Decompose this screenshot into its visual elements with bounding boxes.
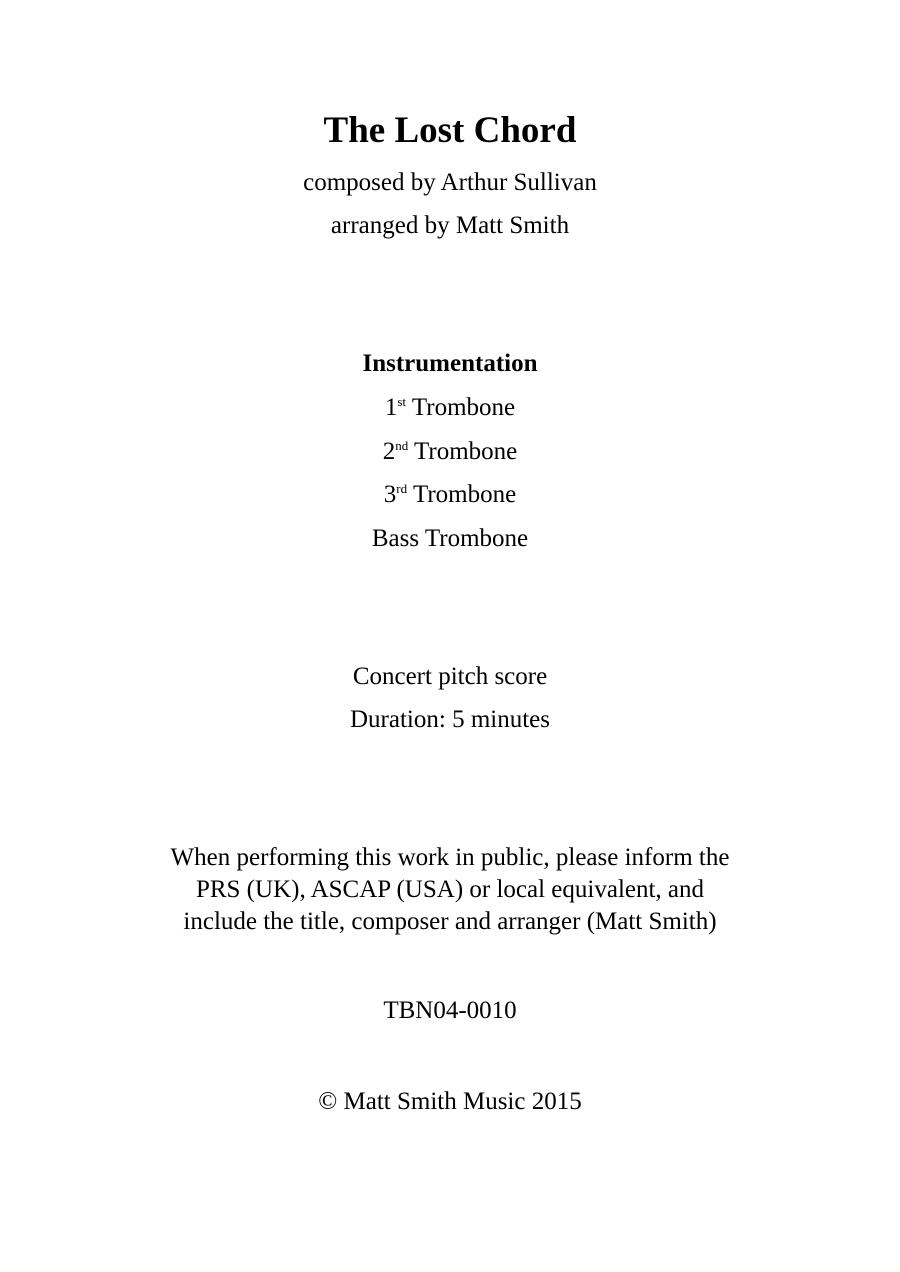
catalog-code: TBN04-0010 (383, 997, 517, 1024)
score-type: Concert pitch score (352, 663, 548, 690)
performance-notice-line: When performing this work in public, please inform the (170, 844, 730, 871)
instrument-item (0, 392, 900, 424)
instrument-name: Trombone (406, 394, 516, 421)
performance-notice-line: include the title, composer and arranger (Matt Smith) (183, 908, 717, 935)
instrument-ordinal-suffix: nd (395, 438, 409, 453)
composer-credit: composed by Arthur Sullivan (303, 169, 597, 196)
instrument-ordinal-suffix: rd (396, 481, 408, 496)
instrument-ordinal-suffix: st (397, 394, 407, 409)
instrument-number: 2 (382, 438, 396, 465)
performance-notice-line: PRS (UK), ASCAP (USA) or local equivalent, and (195, 876, 705, 903)
instrument-item (0, 436, 900, 468)
performance-notice (0, 842, 900, 938)
instrument-item (0, 479, 900, 511)
duration: Duration: 5 minutes (350, 706, 550, 733)
page-title: The Lost Chord (323, 110, 577, 151)
instrument-name: Bass Trombone (371, 525, 529, 552)
copyright-notice: © Matt Smith Music 2015 (318, 1088, 582, 1115)
instrument-name: Trombone (407, 481, 517, 508)
instrument-number: 3 (383, 481, 397, 508)
arranger-credit: arranged by Matt Smith (330, 212, 570, 239)
instrument-name: Trombone (408, 438, 518, 465)
instrumentation-heading: Instrumentation (362, 350, 538, 377)
instrument-item (0, 523, 900, 555)
instrument-number: 1 (384, 394, 398, 421)
